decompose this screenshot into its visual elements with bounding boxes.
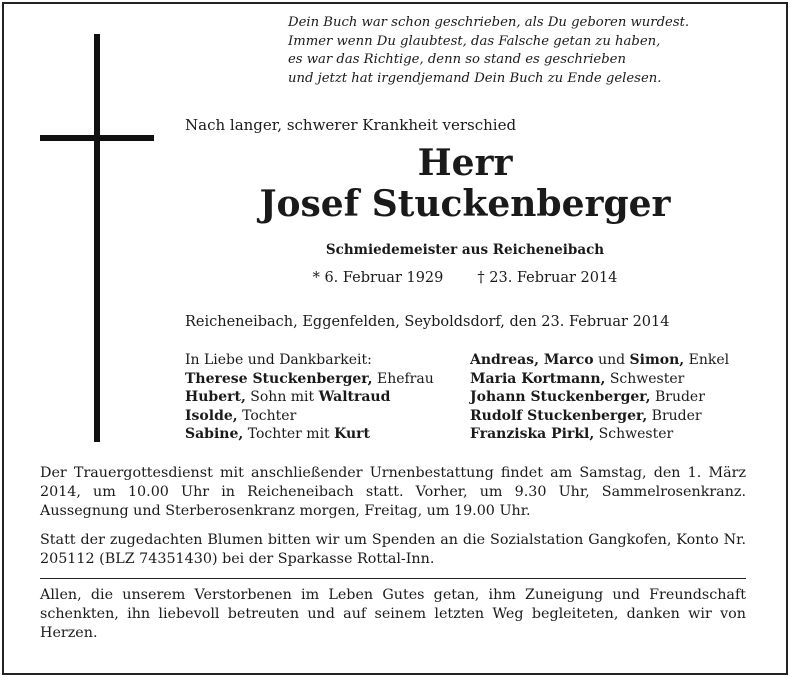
- mourner-line: Maria Kortmann, Schwester: [470, 370, 685, 387]
- birth-date: * 6. Februar 1929: [312, 270, 444, 286]
- mourner-line: Franziska Pirkl, Schwester: [470, 426, 674, 442]
- funeral-info: Der Trauergottesdienst mit anschließender Urnenbestattung findet am Samstag, den 1. März 2014, um 10.00 Uhr in Reicheneibach statt. Vorher, um 9.30 Uhr, Sammelrosenkranz. Aussegnung und Sterberosenkranz morgen, Freitag, um 19.00 Uhr.: [40, 465, 746, 519]
- profession: Schmiedemeister aus Reicheneibach: [325, 242, 605, 258]
- poem-line: Dein Buch war schon geschrieben, als Du geboren wurdest.: [288, 15, 690, 30]
- death-date: † 23. Februar 2014: [477, 270, 618, 286]
- poem-line: Immer wenn Du glaubtest, das Falsche getan zu haben,: [288, 33, 661, 49]
- poem-line: es war das Richtige, denn so stand es geschrieben: [288, 52, 626, 67]
- poem-line: und jetzt hat irgendjemand Dein Buch zu Ende gelesen.: [288, 70, 662, 86]
- mourner-line: Andreas, Marco und Simon, Enkel: [470, 352, 730, 368]
- mourner-line: Hubert, Sohn mit Waltraud: [185, 389, 391, 405]
- mourner-line: Johann Stuckenberger, Bruder: [470, 389, 705, 405]
- notice-border: [2, 2, 788, 675]
- poem: [288, 14, 768, 88]
- place-date: Reicheneibach, Eggenfelden, Seyboldsdorf, den 23. Februar 2014: [185, 314, 670, 330]
- mourner-line: Therese Stuckenberger, Ehefrau: [185, 370, 434, 387]
- divider: [40, 578, 746, 579]
- salutation: Herr: [417, 142, 513, 184]
- mourner-line: Sabine, Tochter mit Kurt: [185, 426, 371, 442]
- donation-info: Statt der zugedachten Blumen bitten wir um Spenden an die Sozialstation Gangkofen, Konto Nr. 205112 (BLZ 74351430) bei der Sparkasse Rottal-Inn.: [40, 532, 746, 567]
- mourners-right: [470, 351, 729, 444]
- life-dates: [185, 270, 745, 286]
- intro-text: Nach langer, schwerer Krankheit verschied: [185, 116, 517, 134]
- mourner-line: In Liebe und Dankbarkeit:: [185, 352, 372, 368]
- mourner-line: Isolde, Tochter: [185, 407, 297, 424]
- mourner-line: Rudolf Stuckenberger, Bruder: [470, 407, 702, 424]
- mourners-left: [185, 351, 434, 444]
- deceased-name: Josef Stuckenberger: [259, 183, 671, 225]
- cross-icon: [94, 34, 100, 442]
- thanks-text: Allen, die unserem Verstorbenen im Leben Gutes getan, ihm Zuneigung und Freundschaft schenkten, ihn liebevoll betreuten und auf seinem letzten Weg begleiteten, danken wir von Herzen.: [40, 587, 746, 641]
- cross-icon-bar: [40, 135, 154, 141]
